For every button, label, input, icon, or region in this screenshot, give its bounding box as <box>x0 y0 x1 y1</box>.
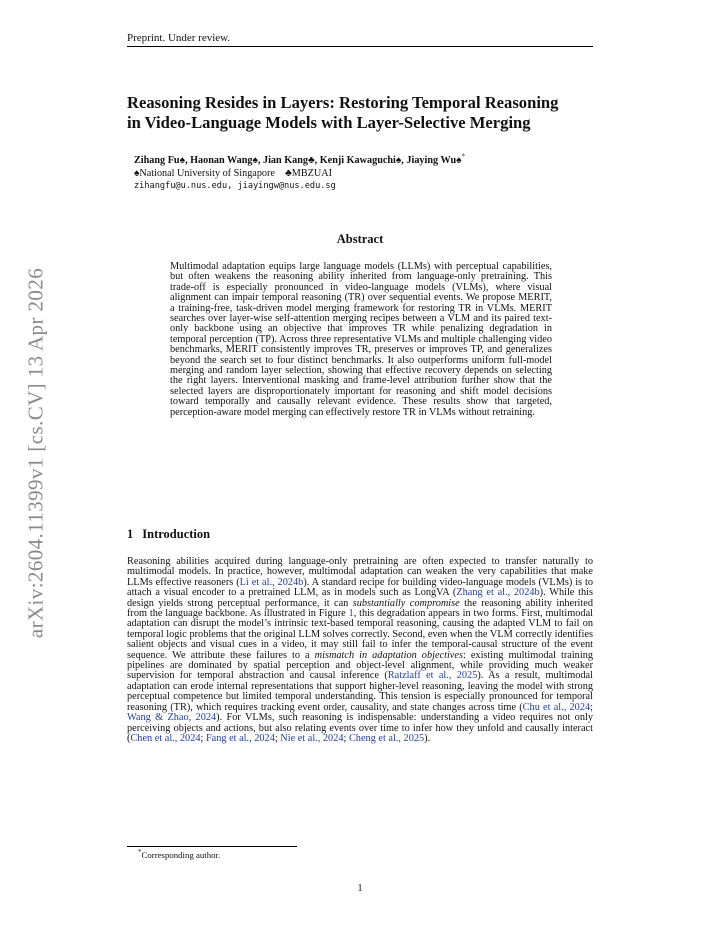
running-header: Preprint. Under review. <box>127 32 593 47</box>
citation-link[interactable]: Wang & Zhao, 2024 <box>127 712 217 724</box>
intro-text: : existing multimodal training pipelines are dominated by spatial perception and object-level alignment, while providing much weaker supervision for temporal abstraction and causal inference ( <box>127 649 593 682</box>
page-number: 1 <box>357 883 363 894</box>
citation-link[interactable]: Fang et al., 2024 <box>205 732 275 744</box>
affiliations <box>134 168 594 181</box>
arxiv-identifier[interactable]: arXiv:2604.11399v1 [cs.CV] 13 Apr 2026 <box>23 267 48 639</box>
intro-text: Reasoning abilities acquired during language-only pretraining are often expected to transfer naturally to multimodal models. In practice, however, multimodal adaptation can weaken the very capabilities that make LLMs effective reasoners ( <box>127 556 593 588</box>
corresponding-star: * <box>461 152 466 161</box>
author-emails[interactable]: zihangfu@u.nus.edu, jiayingw@nus.edu.sg <box>134 181 336 191</box>
footnote-mark: * <box>138 848 142 857</box>
author-block <box>134 152 594 193</box>
citation-link[interactable]: Zhang et al., 2024b <box>456 587 540 599</box>
citation-link[interactable]: Cheng et al., 2025 <box>348 732 425 744</box>
intro-text: the reasoning ability inherited from the language backbone. As illustrated in Figure <box>127 597 593 620</box>
citation-link[interactable]: Nie et al., 2024 <box>280 732 344 744</box>
abstract-text: Multimodal adaptation equips large language models (LLMs) with perceptual capabilities, but often weakens the reasoning ability inherited from language-only pretraining. This trade-off is especially pronounced in video-language models (VLMs), where visual alignment can impair temporal reasoning (TR) over sequential events. We propose MERIT, a training-free, task-driven model merging framework for restoring TR in VLMs. MERIT searches over layer-wise self-attention merging recipes between a VLM and its paired text-only backbone using an objective that improves TR while penalizing degradation in temporal perception (TP). Across three representative VLMs and multiple challenging video benchmarks, MERIT consistently improves TR, preserves or improves TP, and generalizes beyond the search set to four distinct benchmarks. It also outperforms uniform full-model merging and random layer selection, showing that effective recovery depends on selecting the right layers. Interventional masking and frame-level attribution further show that the selected layers are disproportionately important for reasoning and shift model decisions toward temporally and causally relevant evidence. These results show that targeted, perception-aware model merging can effectively restore TR in VLMs without retraining. <box>170 261 552 418</box>
figure-reference-link[interactable]: 1 <box>348 608 354 620</box>
affiliation-nus: ♠National University of Singapore <box>134 167 275 179</box>
intro-text: ; <box>343 732 349 744</box>
introduction-paragraph <box>127 557 593 744</box>
footnote <box>138 850 220 860</box>
footnote-divider <box>127 846 297 847</box>
emphasis-text: mismatch in adaptation objectives <box>314 649 463 661</box>
intro-text: ). <box>424 732 431 744</box>
intro-text: ; <box>590 701 593 713</box>
intro-text: ). As a result, multimodal adaptation can erode internal representations that support higher-level reasoning, leaving the model with strong perceptual competence but limited temporal understanding. This tension is especially pronounced for temporal reasoning (TR), which requires tracking event order, causality, and state changes across time ( <box>127 670 593 713</box>
section-title: Introduction <box>142 527 211 541</box>
footnote-text: Corresponding author. <box>141 850 221 860</box>
emphasis-text: substantially compromise <box>352 597 460 609</box>
intro-text: ; <box>200 732 206 744</box>
intro-text: ). For VLMs, such reasoning is indispensable: understanding a video requires not only perceiving objects and actions, but also relating events over time to infer how they unfold and causally interact ( <box>127 712 593 744</box>
citation-link[interactable]: Chu et al., 2024 <box>522 701 591 713</box>
title-line-2: in Video-Language Models with Layer-Selective Merging <box>127 113 531 132</box>
citation-link[interactable]: Ratzlaff et al., 2025 <box>387 670 478 682</box>
section-heading-introduction <box>127 527 593 542</box>
intro-text: ). While this design yields strong perceptual performance, it can <box>127 587 594 609</box>
paper-title <box>127 93 597 133</box>
section-number: 1 <box>127 527 134 541</box>
affiliation-mbzuai: ♣MBZUAI <box>285 167 332 179</box>
author-names-line <box>134 152 594 168</box>
citation-link[interactable]: Chen et al., 2024 <box>130 732 201 744</box>
citation-link[interactable]: Li et al., 2024b <box>239 576 304 588</box>
arxiv-sidebar <box>24 258 48 648</box>
intro-text: ; <box>274 732 281 744</box>
title-line-1: Reasoning Resides in Layers: Restoring Temporal Reasoning <box>127 93 559 112</box>
author-names: Zihang Fu♠, Haonan Wang♠, Jian Kang♣, Kenji Kawaguchi♠, Jiaying Wu♠ <box>134 155 462 166</box>
abstract-heading: Abstract <box>336 232 384 246</box>
intro-text: ). A standard recipe for building video-language models (VLMs) is to attach a visual encoder to a pretrained LLM, as in models such as LongVA ( <box>127 576 593 599</box>
intro-text: , this degradation appears in two forms. First, multimodal adaptation can disrupt the model’s intrinsic text-based temporal reasoning, causing the adapted VLM to fail on temporal logic problems that the original LLM solves correctly. Second, even when the VLM correctly identifies salient objects and visual cues in a video, it may still fail to infer the temporal-causal structure of the event sequence. We attribute these failures to a <box>127 608 593 661</box>
